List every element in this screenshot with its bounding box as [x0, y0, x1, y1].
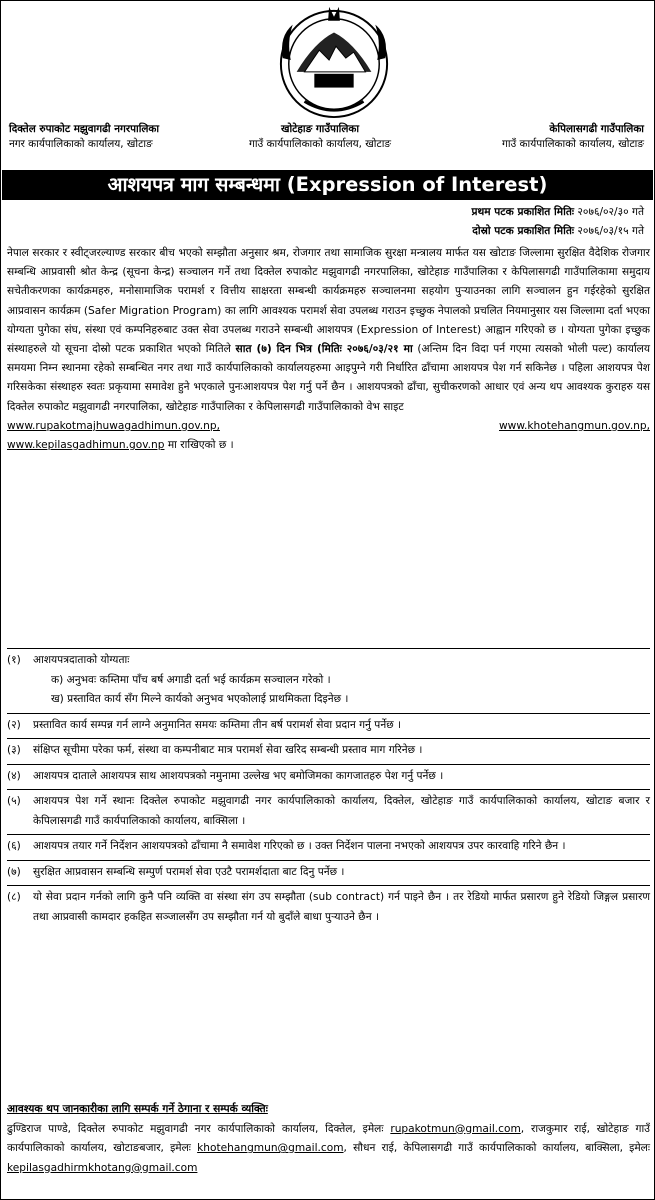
clause-text: प्रस्तावित कार्य सम्पन्न गर्न लाग्ने अनुमानित समयः कम्तिमा तीन बर्ष परामर्श सेवा प्रदान गर्नु पर्नेछ ।	[33, 718, 402, 731]
clause-4	[7, 764, 650, 790]
first-published-label: प्रथम पटक प्रकाशित मितिः	[471, 206, 575, 218]
second-published-value: २०७६/०३/१५ गते	[577, 225, 644, 237]
link-rupakot[interactable]: www.rupakotmajhuwagadhimun.gov.np,	[7, 419, 220, 432]
contacts-heading: आवश्यक थप जानकारीका लागि सम्पर्क गर्ने ठेगाना र सम्पर्क व्यक्तिः	[7, 1103, 268, 1115]
clause-text: यो सेवा प्रदान गर्नको लागि कुनै पनि व्यक्ति वा संस्था संग उप सम्झौता (sub contract) गर्न पाइने छैन । तर रेडियो मार्फत प्रसारण हुने रेडियो जिङ्गल प्रसारण तथा आप्रवासी कामदार हकहित सञ्जालसँग उप सम्झौता गर्न यो बुदाँले बाधा पुऱ्याउने छैन ।	[33, 891, 650, 923]
office-kepilasgadhi-name: केपिलासगढी गाउँपालिका	[549, 123, 644, 135]
clause-number: (१)	[7, 654, 21, 666]
clause-2	[7, 713, 650, 739]
clause-subitem-a: क) अनुभवः कम्तिमा पाँच बर्ष अगाडी दर्ता भई कार्यक्रम सञ्चालन गरेको ।	[51, 673, 331, 686]
clause-number: (७)	[7, 865, 21, 878]
header	[1, 1, 654, 150]
link-khotehang[interactable]: www.khotehangmun.gov.np,	[499, 419, 650, 432]
clause-text: आशयपत्र पेश गर्ने स्थानः दिक्तेल रुपाकोट मझुवागढी नगर कार्यपालिकाको कार्यालय, दिक्तेल, खोटेहाङ गाउँ कार्यपालिकाको कार्यालय, खोटाङ बजार र केपिलासगढी गाउँ कार्यपालिकाको कार्यालय, बाक्सिला ।	[33, 795, 650, 827]
second-published-date	[471, 222, 644, 241]
clause-number: (५)	[7, 795, 21, 807]
contacts-section	[7, 1100, 650, 1178]
website-links-2	[7, 436, 650, 455]
email-khotehang[interactable]: khotehangmun@gmail.com	[197, 1142, 344, 1154]
body-paragraph-3: मा राखिएको छ ।	[164, 439, 234, 452]
body-paragraph-2: (अन्तिम दिन विदा पर्न गएमा त्यसको भोली पल्ट) कार्यालय समयमा निम्न स्थानमा रहेको सम्बन्धित नगर तथा गाउँ कार्यपालिकाको कार्यालयहरुमा आइपुग्ने गरी निर्धारित ढाँचामा आशयपत्र पेश गर्न सकिनेछ । पहिला आशयपत्र पेश गरिसकेका संस्थाहरु स्वतः प्रकृयामा समावेश हुने भएकाले पुनःआशयपत्र पेश गर्नु पर्ने छैन । आशयपत्रको ढाँचा, सुचीकरणको आधार एवं अन्य थप आवश्यक कुराहरु यस दिक्तेल रुपाकोट मझुवागढी नगरपालिका, खोटेहाङ गाउँपालिका र केपिलासगढी गाउँपालिकाको वेभ साइट	[7, 343, 651, 413]
website-links	[7, 417, 650, 436]
clause-number: (२)	[7, 718, 21, 731]
clause-text: आशयपत्र दाताले आशयपत्र साथ आशयपत्रको नमुनामा उल्लेख भए बमोजिमका कागजातहरु पेश गर्नु पर्नेछ ।	[33, 769, 444, 782]
email-kepilasgadhi[interactable]: kepilasgadhirmkhotang@gmail.com	[7, 1161, 198, 1174]
notice-body	[7, 244, 650, 455]
clause-6	[7, 834, 650, 860]
deadline-text: सात (७) दिन भित्र (मितिः २०७६/०३/२१ मा	[235, 343, 413, 356]
nepal-emblem-icon	[275, 3, 393, 121]
clause-5	[7, 789, 650, 834]
clause-text: संक्षिप्त सूचीमा परेका फर्म, संस्था वा कम्पनीबाट मात्र परामर्श सेवा खरिद सम्बन्धी प्रस्ताव माग गरिनेछ ।	[33, 744, 423, 756]
email-rupakot[interactable]: rupakotmun@gmail.com	[390, 1122, 521, 1135]
office-khotehang-name: खोटेहाङ गाउँपालिका	[280, 123, 360, 135]
first-published-date	[471, 203, 644, 222]
contacts-body	[7, 1120, 650, 1179]
notice-title: आशयपत्र माग सम्बन्धमा (Expression of Interest)	[2, 170, 653, 200]
clause-8	[7, 885, 650, 930]
first-published-value: २०७६/०२/३० गते	[577, 206, 644, 218]
clause-1	[7, 648, 650, 713]
clause-number: (४)	[7, 769, 21, 782]
link-kepilasgadhi[interactable]: www.kepilasgadhimun.gov.np	[7, 439, 165, 452]
clause-text: आशयपत्रदाताको योग्यताः	[33, 654, 130, 666]
clause-subitem-b: ख) प्रस्तावित कार्य सँग मिल्ने कार्यको अनुभव भएकोलाई प्राथमिकता दिइनेछ ।	[51, 693, 349, 705]
contact-3-text: , सौधन राई, केपिलासगढी गाउँ कार्यपालिकाको कार्यालय, बाक्सिला, इमेलः	[343, 1142, 651, 1154]
office-khotehang	[249, 122, 391, 152]
body-paragraph-1: नेपाल सरकार र स्वीट्जरल्याण्ड सरकार बीच भएको सम्झौता अनुसार श्रम, रोजगार तथा सामाजिक सुरक्षा मन्त्रालय मार्फत यस खोटाङ जिल्लामा सुरक्षित वैदेशिक रोजगार सम्बन्धि आप्रवासी श्रोत केन्द्र (सूचना केन्द्र) सञ्चालन गर्ने तथा दिक्तेल रुपाकोट मझुवागढी नगरपालिका, खोटेहाङ गाउँपालिका र केपिलासगढी गाउँपालिकामा समुदाय सचेतीकरणका कार्यक्रमहरु, मनोसामाजिक परामर्श र वित्तीय साक्षरता सम्बन्धी कार्यक्रमहरु सञ्चालनमा सहयोग पुऱ्याउनका लागि सञ्चालन हुन गईरहेको सुरक्षित आप्रवासन कार्यक्रम (Safer Migration Program) का लागि आवश्यक परामर्श सेवा उपलब्ध गराउन इच्छुक नेपालको प्रचलित नियमानुसार यस जिल्लामा दर्ता भएका योग्यता पुगेका संघ, संस्था एवं कम्पनिहरुबाट उक्त सेवा उपलब्ध गराउने सम्बन्धी आशयपत्र (Expression of Interest) आह्वान गरिएको छ । योग्यता पुगेका इच्छुक संस्थाहरुले यो सूचना दोस्रो पटक प्रकाशित भएको मितिले	[7, 247, 650, 356]
clause-number: (३)	[7, 744, 21, 756]
clause-7	[7, 860, 650, 886]
clause-3	[7, 738, 650, 764]
clause-number: (८)	[7, 891, 21, 903]
office-kepilasgadhi-sub: गाउँ कार्यपालिकाको कार्यालय, खोटाङ	[501, 138, 644, 150]
clause-text: आशयपत्र तयार गर्ने निर्देशन आशयपत्रको ढाँचामा नै समावेश गरिएको छ । उक्त निर्देशन पालना नभएको आशयपत्र उपर कारवाहि गरिने छैन ।	[33, 840, 566, 852]
contact-1-text: ढुण्डिराज पाण्डे, दिक्तेल रुपाकोट मझुवागढी नगर कार्यपालिकाको कार्यालय, दिक्तेल, इमेलः	[7, 1122, 391, 1135]
office-dikel	[9, 122, 159, 152]
clause-number: (६)	[7, 840, 21, 852]
second-published-label: दोस्रो पटक प्रकाशित मितिः	[472, 225, 575, 237]
publication-dates	[471, 203, 644, 241]
office-dikel-name: दिक्तेल रुपाकोट मझुवागढी नगरपालिका	[9, 123, 160, 135]
clause-text: सुरक्षित आप्रवासन सम्बन्धि सम्पुर्ण परामर्श सेवा एउटै परामर्शदाता बाट दिनु पर्नेछ ।	[33, 865, 345, 878]
office-khotehang-sub: गाउँ कार्यपालिकाको कार्यालय, खोटाङ	[249, 138, 392, 150]
contact-2-text: , राजकुमार राई, खोटेहाङ गाउँ कार्यपालिकाको कार्यालय, खोटाङबजार, इमेलः	[7, 1122, 650, 1154]
office-kepilasgadhi	[502, 122, 644, 152]
office-dikel-sub: नगर कार्यपालिकाको कार्यालय, खोटाङ	[9, 138, 153, 150]
clauses-list	[7, 648, 650, 930]
